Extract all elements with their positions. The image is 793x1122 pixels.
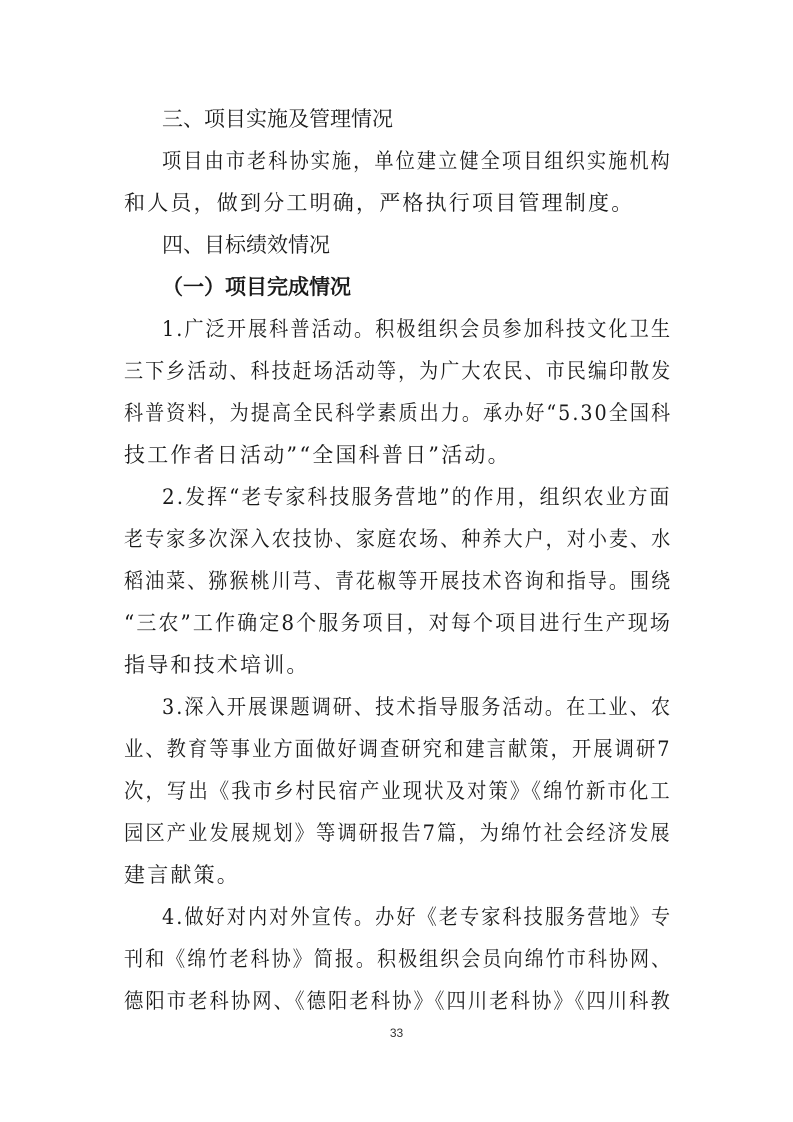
paragraph-line: 项目由市老科协实施，单位建立健全项目组织实施机构 (162, 149, 672, 173)
item-2-line: 指导和技术培训。 (124, 653, 310, 677)
section-heading-3: 三、项目实施及管理情况 (162, 107, 393, 131)
item-3-line: 次，写出《我市乡村民宿产业现状及对策》《绵竹新市化工 (124, 779, 672, 803)
subsection-heading: （一）项目完成情况 (162, 275, 351, 299)
item-4-line: 刊和《绵竹老科协》简报。积极组织会员向绵竹市科协网、 (124, 947, 673, 971)
item-4-line: 德阳市老科协网、《德阳老科协》《四川老科协》《四川科教 (124, 989, 672, 1013)
item-3-line: 3.深入开展课题调研、技术指导服务活动。在工业、农 (162, 695, 673, 719)
item-3-line: 建言献策。 (124, 863, 240, 887)
item-2-line: “三农”工作确定8个服务项目，对每个项目进行生产现场 (124, 611, 673, 635)
page-number: 33 (389, 1026, 404, 1040)
item-2-line: 稻油菜、猕猴桃川芎、青花椒等开展技术咨询和指导。围绕 (124, 569, 673, 593)
item-1-line: 三下乡活动、科技赶场活动等，为广大农民、市民编印散发 (124, 359, 673, 383)
item-2-line: 2.发挥“老专家科技服务营地”的作用，组织农业方面 (162, 485, 672, 509)
paragraph-line: 和人员，做到分工明确，严格执行项目管理制度。 (124, 191, 635, 215)
item-1-line: 科普资料，为提高全民科学素质出力。承办好“5.30全国科 (124, 401, 673, 425)
section-heading-4: 四、目标绩效情况 (162, 233, 330, 257)
item-1-line: 1.广泛开展科普活动。积极组织会员参加科技文化卫生 (162, 317, 673, 341)
item-3-line: 园区产业发展规划》等调研报告7篇，为绵竹社会经济发展 (124, 821, 672, 845)
item-3-line: 业、教育等事业方面做好调查研究和建言献策，开展调研7 (124, 737, 672, 761)
item-2-line: 老专家多次深入农技协、家庭农场、种养大户，对小麦、水 (124, 527, 673, 551)
item-4-line: 4.做好对内对外宣传。办好《老专家科技服务营地》专 (162, 905, 673, 929)
item-1-line: 技工作者日活动”“全国科普日”活动。 (124, 443, 511, 467)
